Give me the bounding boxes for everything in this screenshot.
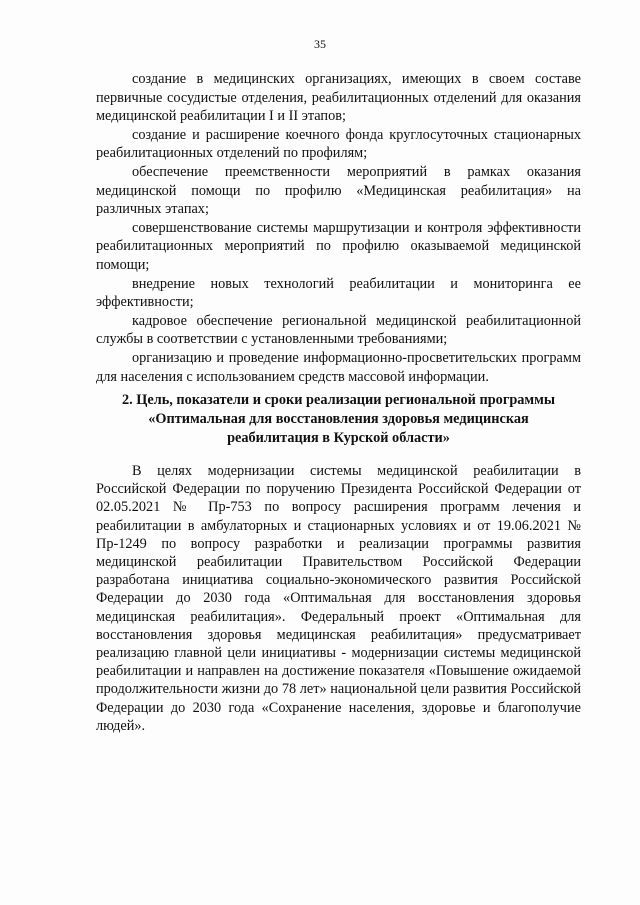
body-paragraph: В целях модернизации системы медицинской реабилитации в Российской Федерации по поручению Президента Российской Федерации от 02.05.2021 № Пр-753 по вопросу расширения программ лечения и реабилитации в амбулаторных и стационарных условиях и от 19.06.2021 № Пр-1249 по вопросу разработки и реализации программы развития медицинской реабилитации Правительством Российской Федерации разработана инициатива социально-экономического развития Российской Федерации до 2030 года «Оптимальная для восстановления здоровья медицинская реабилитация». Федеральный проект «Оптимальная для восстановления здоровья медицинская реабилитация» предусматривает реализацию главной цели инициативы - модернизации системы медицинской реабилитации и направлен на достижение показателя «Повышение ожидаемой продолжительности жизни до 78 лет» национальной цели развития Российской Федерации до 2030 года «Сохранение населения, здоровье и благополучие людей». [96,463,581,734]
list-item-3: обеспечение преемственности мероприятий в рамках оказания медицинской помощи по профилю «Медицинская реабилитация» на различных этапах; [96,163,581,218]
list-item-1: создание в медицинских организациях, имеющих в своем составе первичные сосудистые отделения, реабилитационных отделений для оказания медицинской реабилитации I и II этапов; [96,71,581,125]
section-heading-line-3: реабилитация в Курской области» [227,430,450,446]
section-heading-line-1: 2. Цель, показатели и сроки реализации региональной программы [121,392,556,408]
list-item-7: организацию и проведение информационно-просветительских программ для населения с использованием средств массовой информации. [96,349,581,385]
section-heading-line-2: «Оптимальная для восстановления здоровья медицинская [148,411,529,427]
page-number: 35 [314,37,326,51]
section-heading [96,391,581,448]
list-item-4: совершенствование системы маршрутизации и контроля эффективности реабилитационных мероприятий по профилю оказываемой медицинской помощи; [96,219,581,273]
measures-list [96,70,581,386]
list-item-2: создание и расширение коечного фонда круглосуточных стационарных реабилитационных отделений по профилям; [96,126,581,162]
body-text [96,462,581,735]
list-item-5: внедрение новых технологий реабилитации и мониторинга ее эффективности; [96,275,581,311]
list-item-6: кадровое обеспечение региональной медицинской реабилитационной службы в соответствии с установленными требованиями; [96,312,581,348]
